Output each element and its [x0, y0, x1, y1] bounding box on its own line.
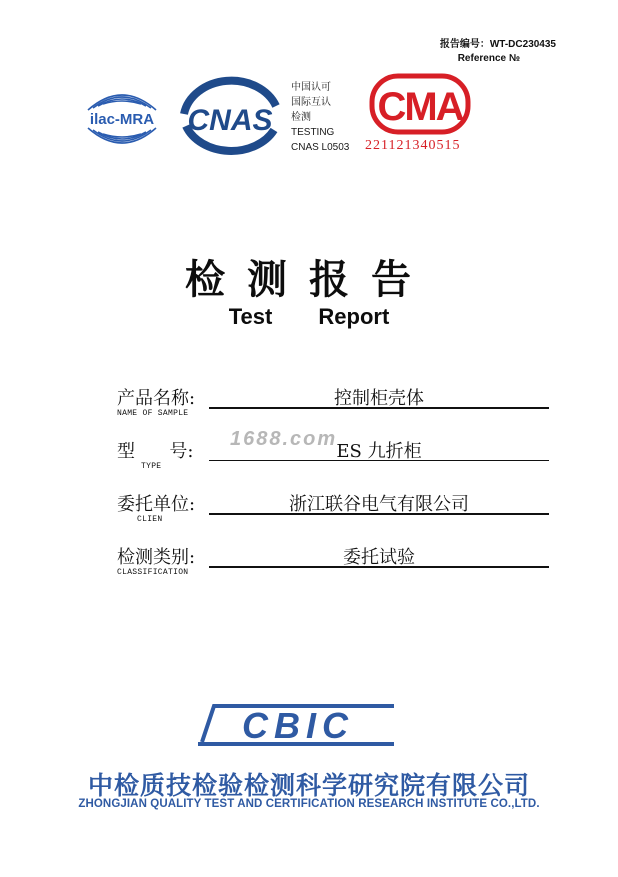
cbic-text: CBIC [242, 705, 354, 746]
cnas-line-5: CNAS L0503 [291, 142, 350, 153]
cnas-line-3: 检测 [291, 112, 311, 123]
field-value: ES 九折柜 [336, 441, 422, 462]
field-underline [209, 407, 549, 409]
field-value: 委托试验 [343, 547, 415, 568]
accreditation-logos [78, 70, 488, 165]
watermark: 1688.com [230, 428, 338, 450]
ilac-mra-logo [78, 74, 166, 166]
report-title-en [0, 304, 618, 330]
field-sub-label: TYPE [141, 462, 162, 471]
field-label: 委托单位: [117, 494, 196, 515]
field-underline [209, 460, 549, 461]
reference-label: Reference № [457, 53, 520, 64]
reference-number: 报告编号：WT-DC230435 [439, 39, 556, 50]
field-label: 产品名称: [117, 388, 196, 409]
cnas-line-1: 中国认可 [291, 82, 331, 93]
field-label: 检测类别: [117, 547, 196, 568]
field-value: 浙江联谷电气有限公司 [289, 494, 469, 515]
cma-logo [368, 72, 472, 142]
field-underline [209, 566, 549, 568]
field-underline [209, 513, 549, 515]
cnas-text: CNAS [187, 104, 273, 137]
report-title-cn: 检测报告 [185, 256, 433, 303]
title-en-test: Test [228, 304, 273, 329]
cnas-icon [176, 74, 284, 162]
field-label: 型 号: [117, 441, 194, 462]
cnas-description [291, 80, 349, 155]
cnas-logo [176, 74, 284, 166]
ilac-text: ilac-MRA [89, 111, 155, 128]
field-value: 控制柜壳体 [334, 388, 424, 409]
field-sub-label: CLASSIFICATION [117, 568, 189, 577]
cma-text: CMA [377, 85, 463, 129]
field-sub-label: CLIEN [137, 515, 163, 524]
cbic-logo [198, 702, 398, 750]
institute-name-cn: 中检质技检验检测科学研究院有限公司 [87, 771, 530, 800]
reference-block [440, 38, 556, 66]
cma-number: 221121340515 [365, 138, 461, 153]
cnas-line-2: 国际互认 [291, 97, 331, 108]
field-classification [117, 543, 549, 587]
cbic-icon [198, 702, 398, 746]
field-sub-label: NAME OF SAMPLE [117, 409, 189, 418]
institute-name-en: ZHONGJIAN QUALITY TEST AND CERTIFICATION RESEARCH INSTITUTE CO.,LTD. [78, 798, 540, 810]
field-sample-name [117, 384, 549, 428]
cnas-line-4: TESTING [291, 127, 335, 138]
ilac-mra-icon [78, 74, 166, 162]
field-client [117, 490, 549, 534]
cma-icon [368, 72, 472, 138]
title-en-report: Report [318, 304, 390, 329]
